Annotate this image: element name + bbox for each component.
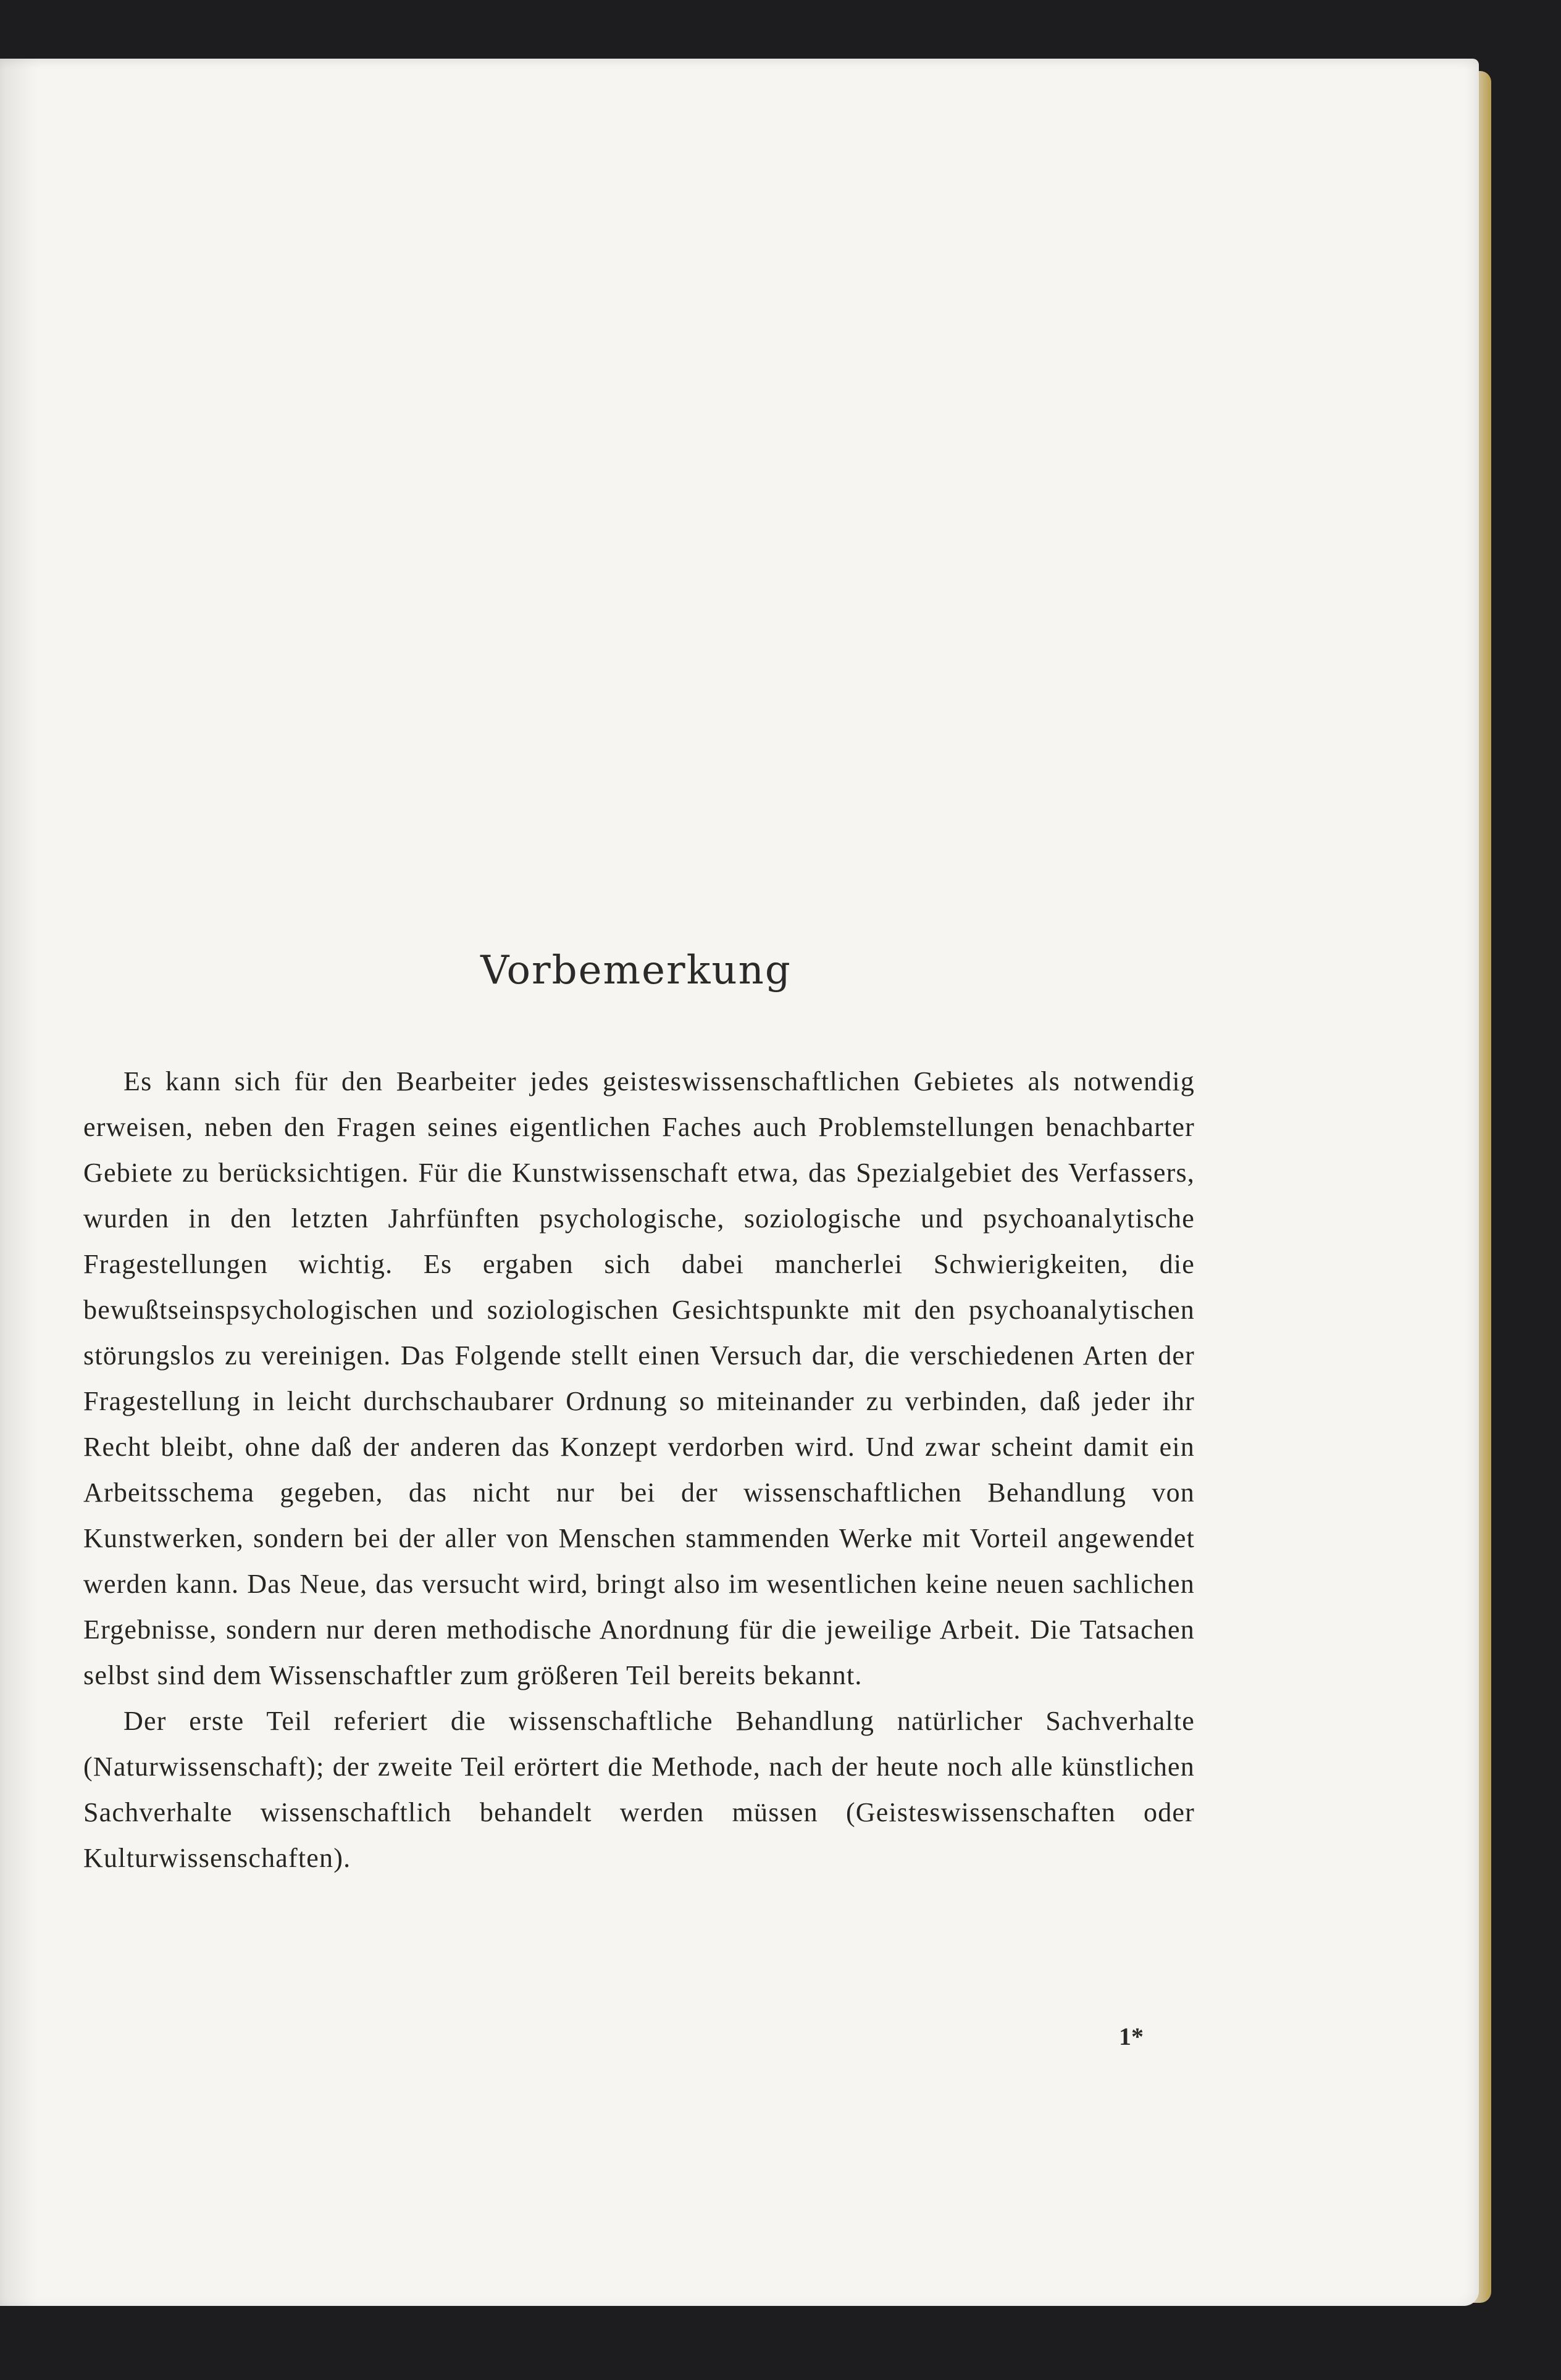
page-title: Vorbemerkung	[480, 948, 792, 993]
paragraph-2: Der erste Teil referiert die wissenschaftliche Behandlung natürlicher Sachverhalte (Naturwissenschaft); der zweite Teil erörtert die Methode, nach der heute noch alle künstlichen Sachverhalte wissenschaftlich behandelt werden müssen (Geisteswissenschaften oder Kulturwissenschaften).	[83, 1706, 1195, 1873]
paragraph-1: Es kann sich für den Bearbeiter jedes geisteswissenschaftlichen Gebietes als notwendig erweisen, neben den Fragen seines eigentlichen Faches auch Problemstellungen benachbarter Gebiete zu berücksichtigen. Für die Kunstwissenschaft etwa, das Spezialgebiet des Verfassers, wurden in den letzten Jahrfünften psychologische, soziologische und psychoanalytische Fragestellungen wichtig. Es ergaben sich dabei mancherlei Schwierigkeiten, die bewußtseinspsychologischen und soziologischen Gesichtspunkte mit den psychoanalytischen störungslos zu vereinigen. Das Folgende stellt einen Versuch dar, die verschiedenen Arten der Fragestellung in leicht durchschaubarer Ordnung so miteinander zu verbinden, daß jeder ihr Recht bleibt, ohne daß der anderen das Konzept verdorben wird. Und zwar scheint damit ein Arbeitsschema gegeben, das nicht nur bei der wissenschaftlichen Behandlung von Kunstwerken, sondern bei der aller von Menschen stammenden Werke mit Vorteil angewendet werden kann. Das Neue, das versucht wird, bringt also im wesentlichen keine neuen sachlichen Ergebnisse, sondern nur deren methodische Anordnung für die jeweilige Arbeit. Die Tatsachen selbst sind dem Wissenschaftler zum größeren Teil bereits bekannt.	[83, 1066, 1195, 1690]
page-gutter-shadow	[0, 59, 37, 2306]
page-marker: 1*	[1119, 2023, 1144, 2050]
body-text	[83, 1059, 1195, 1881]
